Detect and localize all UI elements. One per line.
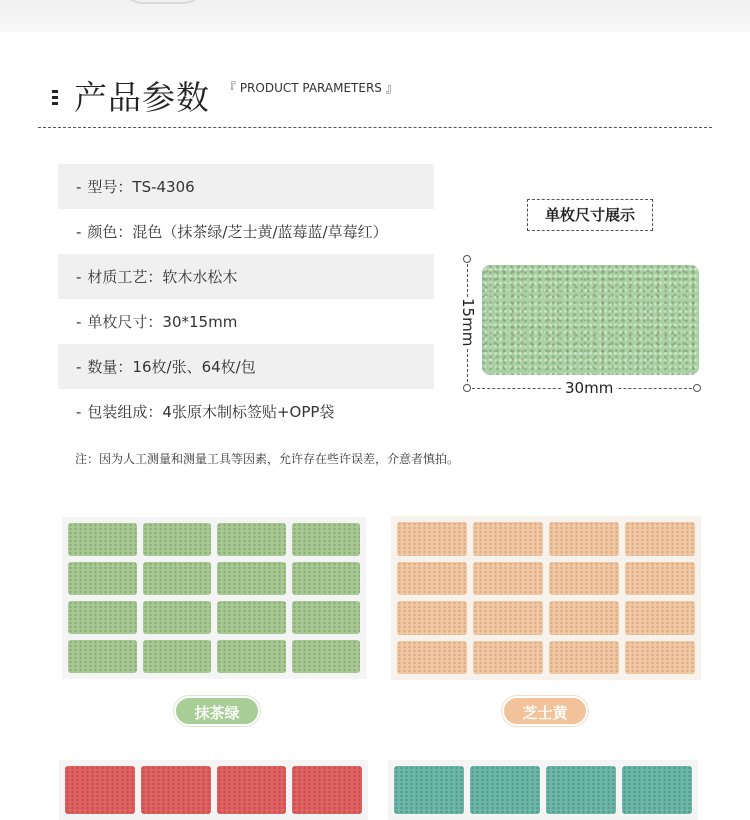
param-size [58, 299, 434, 344]
sticker [397, 562, 467, 596]
sticker [292, 523, 361, 556]
heading-bars-icon [52, 90, 58, 108]
dimension-endpoint-icon [693, 384, 701, 392]
bullet-icon: - [76, 357, 82, 376]
sticker [549, 601, 619, 635]
sticker [470, 766, 540, 814]
param-color [58, 209, 434, 254]
bullet-icon: - [76, 177, 82, 196]
sticker [217, 601, 286, 634]
sticker [143, 640, 212, 673]
sticker [143, 523, 212, 556]
measurement-note: 注：因为人工测量和测量工具等因素，允许存在些许误差，介意者慎拍。 [75, 452, 460, 466]
sticker [397, 522, 467, 556]
sticker [549, 641, 619, 675]
dimension-endpoint-icon [463, 384, 471, 392]
sample-sticker-image [482, 265, 699, 375]
sticker [143, 601, 212, 634]
sticker [143, 562, 212, 595]
param-text: 型号：TS-4306 [87, 178, 195, 196]
sticker [625, 522, 695, 556]
sticker [68, 601, 137, 634]
param-text: 颜色：混色（抹茶绿/芝士黄/蓝莓蓝/草莓红） [87, 223, 388, 241]
bullet-icon: - [76, 222, 82, 241]
param-text: 单枚尺寸：30*15mm [87, 313, 238, 331]
top-banner-strip [0, 0, 750, 32]
sticker [68, 562, 137, 595]
height-dimension-text: 15mm [459, 297, 477, 347]
sticker [625, 562, 695, 596]
sticker [292, 562, 361, 595]
sticker [394, 766, 464, 814]
dimension-label: 单枚尺寸展示 [527, 199, 653, 231]
heading-divider [38, 127, 712, 128]
sticker [622, 766, 692, 814]
sticker [141, 766, 211, 814]
cheese-yellow-label: 芝士黄 [502, 696, 588, 726]
matcha-green-label: 抹茶绿 [174, 696, 260, 726]
sticker [549, 522, 619, 556]
sticker [625, 641, 695, 675]
parameter-list [58, 164, 434, 434]
sticker [625, 601, 695, 635]
sticker [292, 640, 361, 673]
sticker [397, 641, 467, 675]
param-text: 包装组成：4张原木制标签贴+OPP袋 [87, 403, 335, 421]
cheese-yellow-sticker-sheet [391, 516, 701, 680]
sticker [292, 766, 362, 814]
sticker [65, 766, 135, 814]
param-model [58, 164, 434, 209]
sticker [473, 601, 543, 635]
sticker [217, 766, 287, 814]
param-text: 材质工艺：软木水松木 [87, 268, 238, 286]
sticker [217, 562, 286, 595]
section-subtitle: 『 PRODUCT PARAMETERS 』 [224, 81, 398, 95]
strawberry-red-sticker-sheet [59, 760, 368, 820]
sticker [68, 523, 137, 556]
sticker [217, 640, 286, 673]
param-quantity [58, 344, 434, 389]
sticker [546, 766, 616, 814]
param-packaging [58, 389, 434, 434]
bullet-icon: - [76, 402, 82, 421]
bullet-icon: - [76, 267, 82, 286]
blueberry-blue-sticker-sheet [388, 760, 698, 820]
sticker [473, 562, 543, 596]
sticker [68, 640, 137, 673]
matcha-green-sticker-sheet [62, 517, 366, 679]
dimension-endpoint-icon [463, 255, 471, 263]
sticker [473, 641, 543, 675]
banner-curve-decoration [118, 0, 208, 4]
sticker [397, 601, 467, 635]
sticker [549, 562, 619, 596]
sticker [217, 523, 286, 556]
param-text: 数量：16枚/张、64枚/包 [87, 358, 256, 376]
sticker [292, 601, 361, 634]
width-dimension-text: 30mm [562, 379, 616, 397]
sticker [473, 522, 543, 556]
param-material [58, 254, 434, 299]
section-title: 产品参数 [74, 78, 210, 117]
bullet-icon: - [76, 312, 82, 331]
